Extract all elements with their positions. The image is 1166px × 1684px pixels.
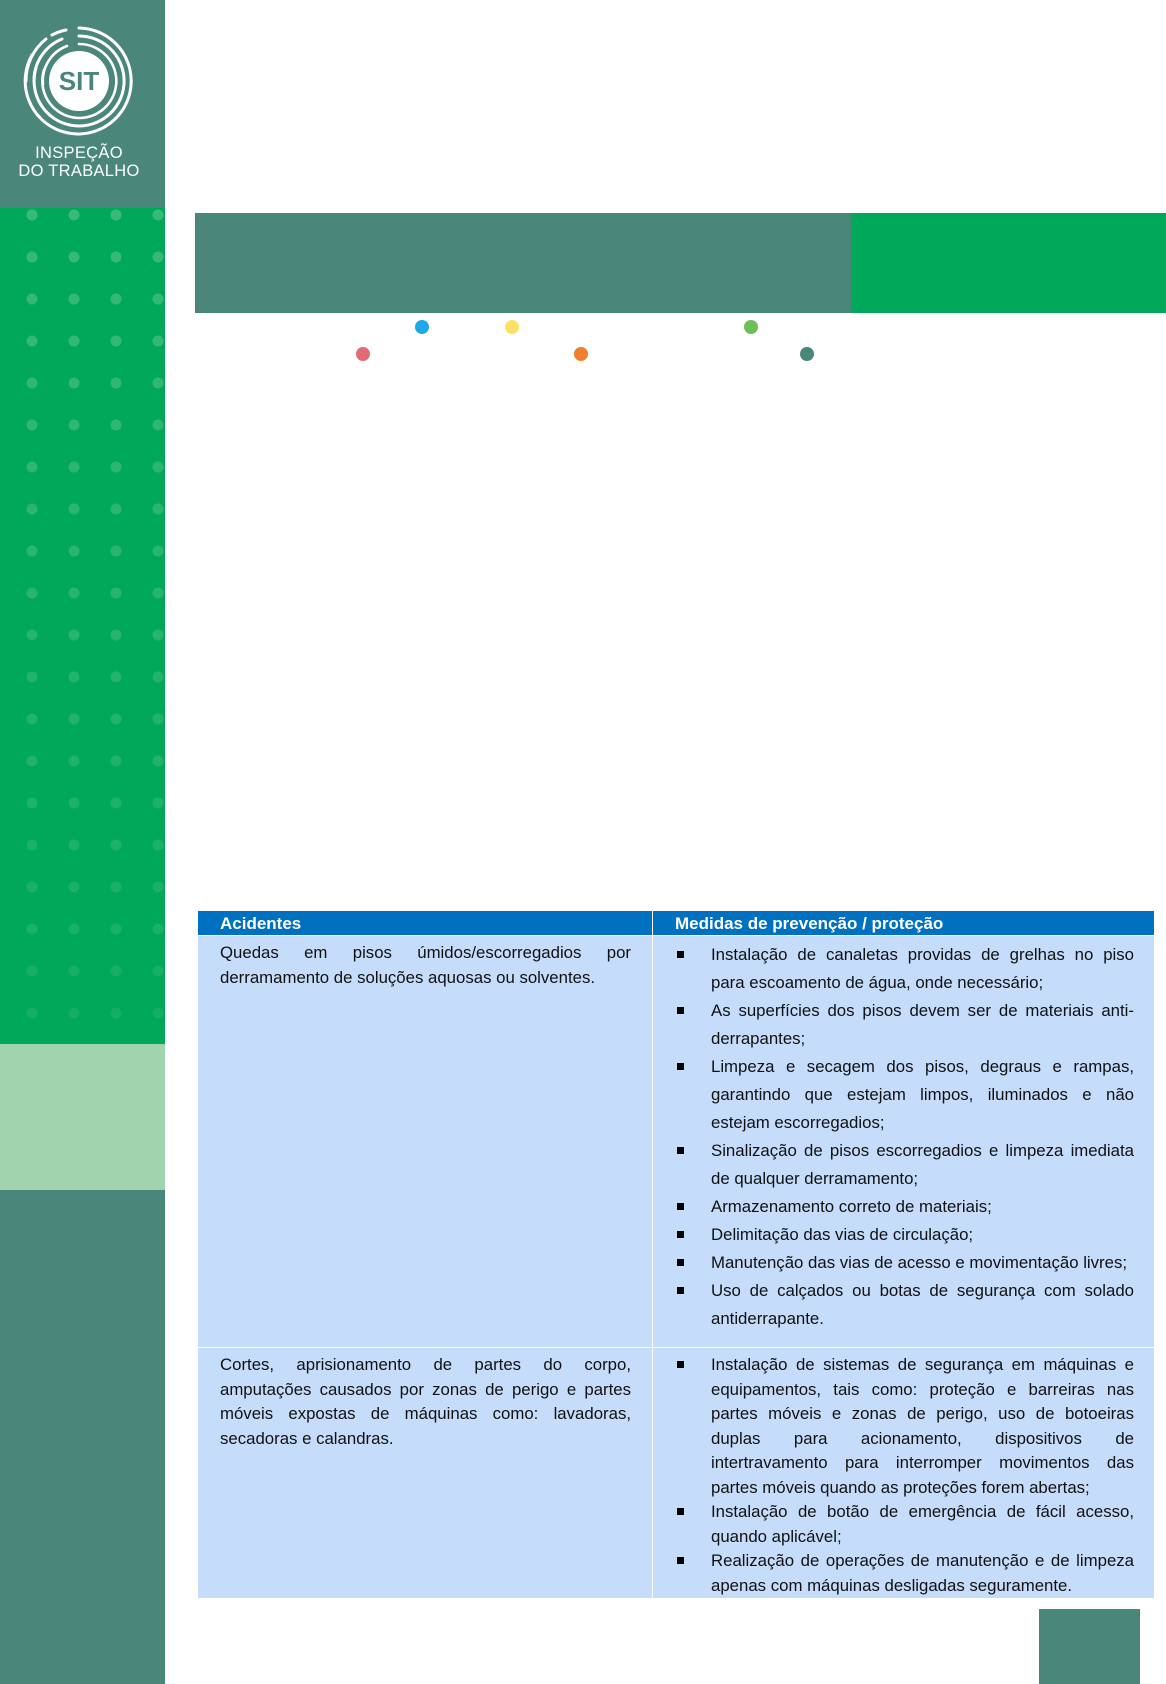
measures-cell: [653, 936, 1155, 1348]
measure-item: Delimitação das vias de circulação;: [653, 1221, 1134, 1249]
measure-item: Instalação de botão de emergência de fácil acesso, quando aplicável;: [653, 1500, 1134, 1549]
accident-cell: Quedas em pisos úmidos/escorregadios por derramamento de soluções aquosas ou solventes.: [198, 936, 653, 1348]
measures-list: [653, 941, 1134, 1333]
accidents-table: [197, 910, 1155, 1599]
sit-logo: [22, 24, 136, 138]
decor-dot-orange: [574, 347, 588, 361]
measure-item: Instalação de canaletas providas de grelhas no piso para escoamento de água, onde necessário;: [653, 941, 1134, 997]
measures-cell: [653, 1348, 1155, 1599]
sidebar: [0, 0, 165, 1684]
measure-item: As superfícies dos pisos devem ser de materiais anti-derrapantes;: [653, 997, 1134, 1053]
measure-item: Uso de calçados ou botas de segurança com solado antiderrapante.: [653, 1277, 1134, 1333]
logo-text: SIT: [58, 66, 100, 96]
decor-dot-teal: [800, 347, 814, 361]
sidebar-light-band: [0, 1044, 165, 1190]
decor-dot-blue: [415, 320, 429, 334]
header-banner-teal: [195, 213, 851, 313]
measure-item: Instalação de sistemas de segurança em máquinas e equipamentos, tais como: proteção e barreiras nas partes móveis e zonas de perigo, uso de botoeiras duplas para acionamento, dispositivos de intertravamento para interromper movimentos das partes móveis quando as proteções forem abertas;: [653, 1353, 1134, 1500]
table-header-row: [198, 911, 1155, 936]
measure-item: Sinalização de pisos escorregadios e limpeza imediata de qualquer derramamento;: [653, 1137, 1134, 1193]
header-accidents: Acidentes: [198, 911, 653, 936]
measure-item: Realização de operações de manutenção e de limpeza apenas com máquinas desligadas seguramente.: [653, 1549, 1134, 1598]
accident-cell: Cortes, aprisionamento de partes do corpo, amputações causados por zonas de perigo e partes móveis expostas de máquinas como: lavadoras, secadoras e calandras.: [198, 1348, 653, 1599]
sidebar-header: [0, 0, 165, 208]
page-number-box: [1039, 1609, 1140, 1684]
header-measures: Medidas de prevenção / proteção: [653, 911, 1155, 936]
decor-dot-green: [744, 320, 758, 334]
table-row: [198, 936, 1155, 1348]
measure-item: Limpeza e secagem dos pisos, degraus e rampas, garantindo que estejam limpos, iluminados e não estejam escorregadios;: [653, 1053, 1134, 1137]
brand-line-2: DO TRABALHO: [18, 162, 140, 180]
brand-name: [0, 144, 158, 180]
brand-line-1: INSPEÇÃO: [35, 144, 123, 162]
measure-item: Manutenção das vias de acesso e movimentação livres;: [653, 1249, 1134, 1277]
decor-dot-yellow: [505, 320, 519, 334]
sidebar-green-band: [0, 208, 165, 1044]
table-row: [198, 1348, 1155, 1599]
dot-pattern: [0, 208, 165, 1044]
sidebar-footer: [0, 1190, 165, 1684]
measure-item: Armazenamento correto de materiais;: [653, 1193, 1134, 1221]
decor-dot-red: [356, 347, 370, 361]
measures-list: [653, 1353, 1134, 1598]
header-banner-green: [851, 213, 1166, 313]
